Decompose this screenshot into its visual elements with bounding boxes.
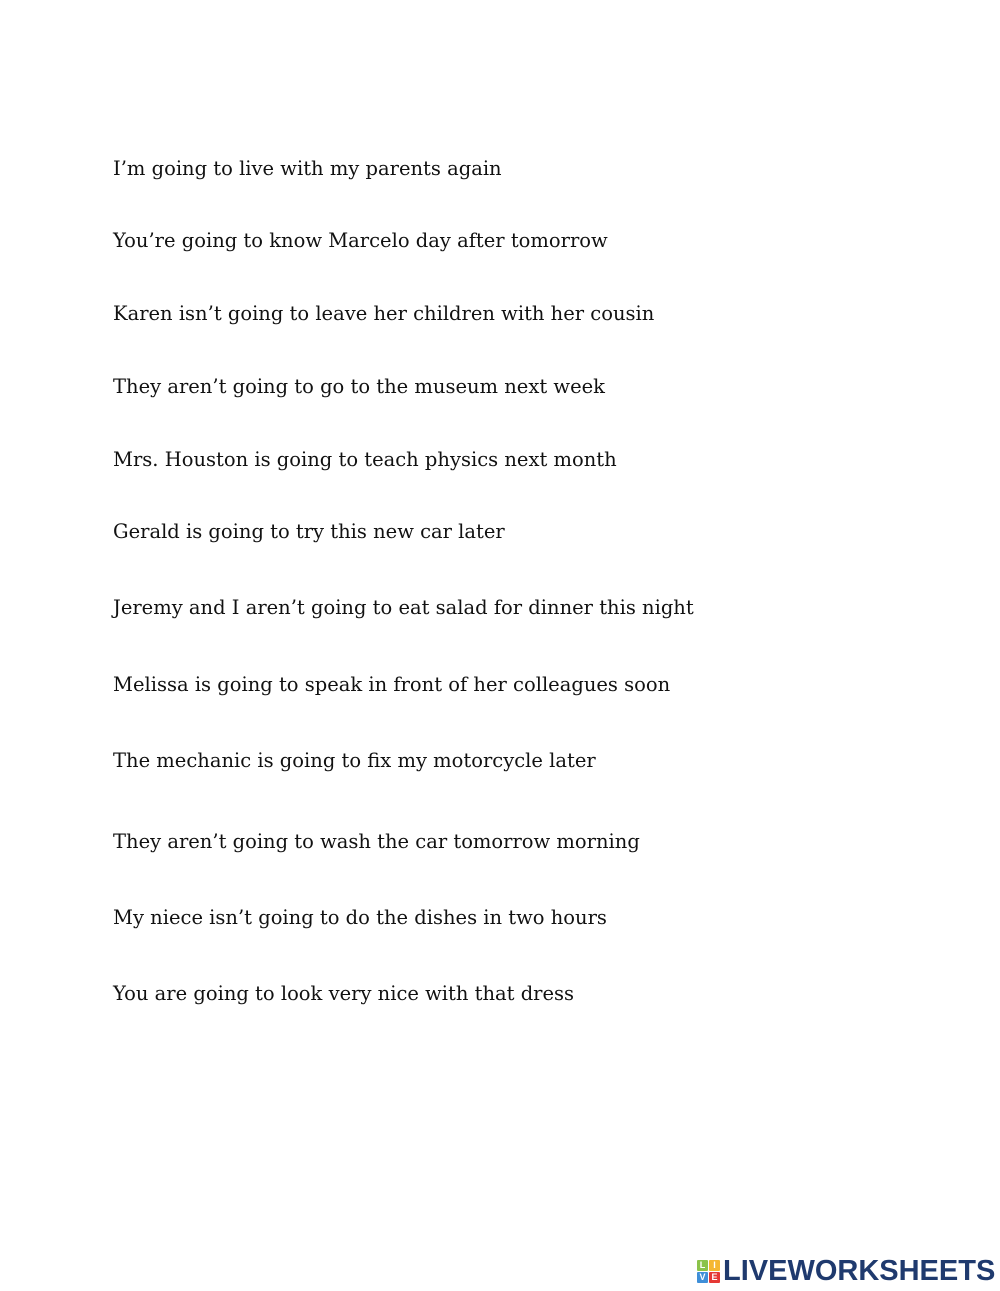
liveworksheets-logo xyxy=(697,1255,995,1288)
live-tiles-icon xyxy=(697,1260,720,1283)
sentence-3: Karen isn’t going to leave her children with her cousin xyxy=(113,302,655,325)
logo-tile: E xyxy=(709,1272,720,1283)
sentence-1: I’m going to live with my parents again xyxy=(113,157,502,180)
sentence-7: Jeremy and I aren’t going to eat salad for dinner this night xyxy=(113,596,694,619)
sentence-2: You’re going to know Marcelo day after tomorrow xyxy=(113,229,608,252)
sentence-10: They aren’t going to wash the car tomorrow morning xyxy=(113,830,640,853)
sentence-11: My niece isn’t going to do the dishes in two hours xyxy=(113,906,607,929)
sentence-5: Mrs. Houston is going to teach physics next month xyxy=(113,448,617,471)
logo-tile: L xyxy=(697,1260,708,1271)
sentence-4: They aren’t going to go to the museum next week xyxy=(113,375,605,398)
sentence-8: Melissa is going to speak in front of her colleagues soon xyxy=(113,673,671,696)
logo-tile: V xyxy=(697,1272,708,1283)
logo-tile: I xyxy=(709,1260,720,1271)
sentence-6: Gerald is going to try this new car later xyxy=(113,520,505,543)
sentence-9: The mechanic is going to fix my motorcycle later xyxy=(113,749,596,772)
sentence-12: You are going to look very nice with that dress xyxy=(113,982,575,1005)
logo-text: LIVEWORKSHEETS xyxy=(723,1255,996,1287)
